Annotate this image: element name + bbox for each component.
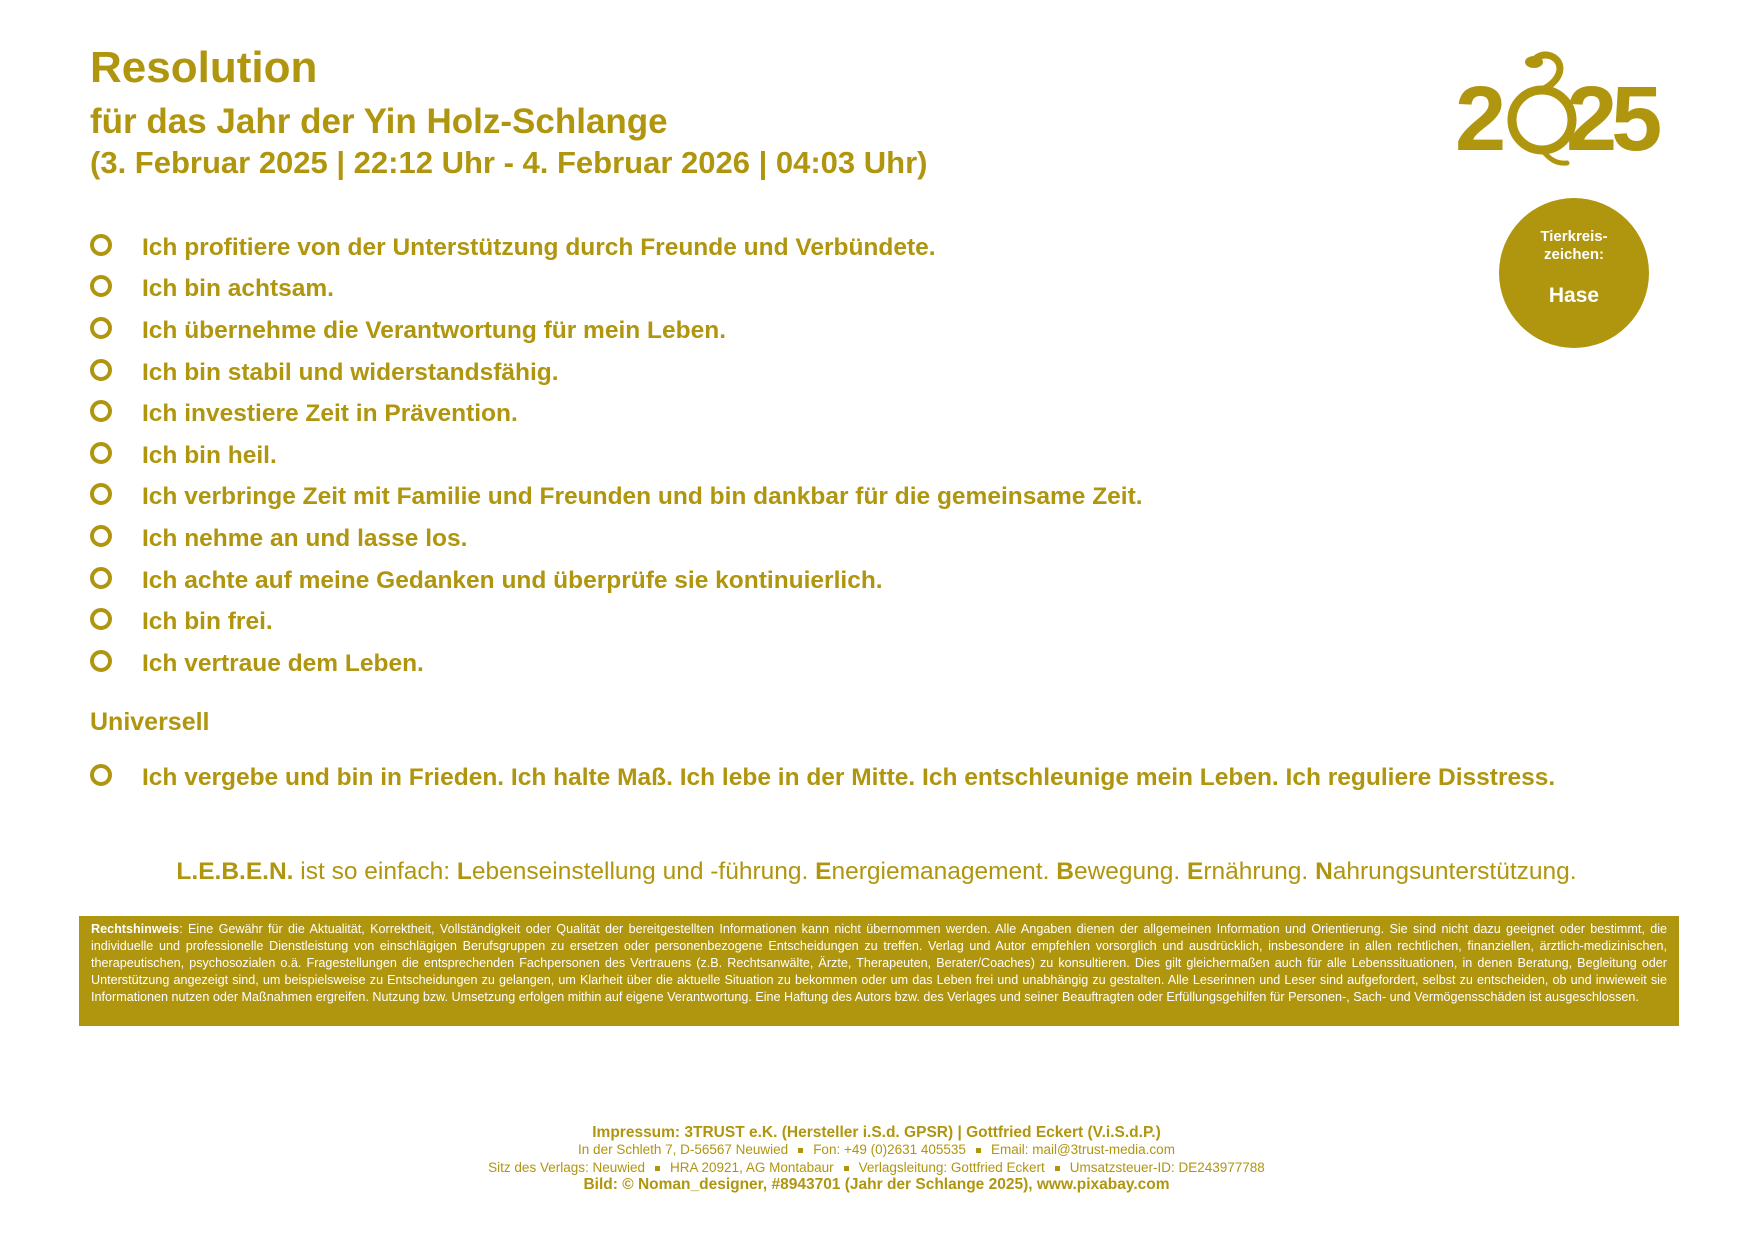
legal-notice [79, 916, 1679, 1026]
leben-initial: N [1315, 858, 1333, 885]
impressum-register: HRA 20921, AG Montabaur [670, 1159, 834, 1175]
separator-square-icon [844, 1166, 849, 1171]
impressum-seat: Sitz des Verlags: Neuwied [488, 1159, 646, 1175]
resolution-text: Ich bin heil. [142, 441, 277, 469]
image-credit: Bild: © Noman_designer, #8943701 (Jahr der Schlange 2025), www.pixabay.com [583, 1175, 1170, 1193]
resolution-text: Ich übernehme die Verantwortung für mein Leben. [142, 316, 727, 344]
leben-initial: L [456, 858, 472, 885]
bullet-circle-icon [90, 650, 112, 672]
impressum-line1: Impressum: 3TRUST e.K. (Hersteller i.S.d. GPSR) | Gottfried Eckert (V.i.S.d.P.) [592, 1124, 1161, 1141]
bullet-circle-icon [90, 608, 112, 630]
resolution-item [90, 435, 1143, 477]
page-title: Resolution [90, 43, 318, 92]
leben-rest: rnährung. [1203, 858, 1309, 885]
logo-digits-25: 25 [1566, 68, 1657, 170]
resolution-item [90, 227, 1143, 269]
bullet-circle-icon [90, 275, 112, 297]
legal-text: : Eine Gewähr für die Aktualität, Korrektheit, Vollständigkeit oder Qualität der bereitgestellten Informationen kann nicht übernommen werden. Alle Angaben dienen der allgemeinen Information und Orientierung. Sie sind nicht dazu geeignet oder bestimmt, die individuelle und professionelle Dienstleistung von einschlägigen Berufsgruppen zu ersetzen oder personenbezogene Entscheidungen zu treffen. Verlag und Autor empfehlen vorsorglich und ausdrücklich, insbesondere in allen rechtlichen, finanziellen, ärztlich-medizinischen, therapeutischen, psychosozialen o.ä. Fragestellungen die entsprechenden Fachpersonen des Vertrauens (z.B. Rechtsanwälte, Ärzte, Therapeuten, Berater/Coaches) zu konsultieren. Dies gilt gleichermaßen auch für alle Lebenssituationen, in denen Beratung, Begleitung oder Unterstützung angezeigt sind, um beispielsweise zu Entscheidungen zu gelangen, um Klarheit über die aktuelle Situation zu bekommen oder um das Leben frei und unabhängig zu gestalten. Alle Leserinnen und Leser sind aufgefordert, selbst zu entscheiden, ob und inwieweit sie Informationen nutzen oder Maßnahmen ergreifen. Nutzung bzw. Umsetzung erfolgen mithin auf eigene Verantwortung. Eine Haftung des Autors bzw. des Verlages und seiner Beauftragten oder Erfüllungsgehilfen für Personen-, Sach- und Vermögensschäden ist ausgeschlossen. [91, 922, 1667, 1004]
resolution-text: Ich achte auf meine Gedanken und überprüfe sie kontinuierlich. [142, 566, 883, 594]
impressum-email: Email: mail@3trust-media.com [990, 1142, 1175, 1158]
zodiac-value: Hase [1548, 284, 1600, 307]
logo-digit-2: 2 [1455, 68, 1503, 170]
resolution-text: Ich bin stabil und widerstandsfähig. [142, 358, 559, 386]
bullet-circle-icon [90, 483, 112, 505]
resolution-text: Ich nehme an und lasse los. [142, 524, 468, 552]
resolution-item [90, 393, 1143, 435]
impressum-line3 [0, 1159, 1753, 1176]
resolution-item [90, 310, 1143, 352]
leben-tagline [0, 858, 1753, 886]
universal-item [90, 764, 1555, 792]
bullet-circle-icon [90, 764, 112, 786]
resolution-list [90, 227, 1143, 685]
bullet-circle-icon [90, 567, 112, 589]
resolution-item [90, 518, 1143, 560]
bullet-circle-icon [90, 359, 112, 381]
universal-text: Ich vergebe und bin in Frieden. Ich halte Maß. Ich lebe in der Mitte. Ich entschleunige mein Leben. Ich reguliere Disstress. [142, 764, 1556, 791]
separator-square-icon [1055, 1166, 1060, 1171]
impressum-address: In der Schleth 7, D-56567 Neuwied [578, 1142, 789, 1158]
snake-icon [1512, 55, 1572, 163]
leben-rest: ewegung. [1073, 858, 1181, 885]
zodiac-label-line2: zeichen: [1543, 246, 1604, 263]
period: (3. Februar 2025 | 22:12 Uhr - 4. Februar 2026 | 04:03 Uhr) [90, 145, 928, 180]
leben-initial: E [815, 858, 832, 885]
resolution-text: Ich profitiere von der Unterstützung durch Freunde und Verbündete. [142, 233, 936, 261]
leben-rest: ebenseinstellung und -führung. [471, 858, 809, 885]
legal-label: Rechtshinweis [91, 922, 180, 936]
leben-initial: B [1056, 858, 1074, 885]
leben-rest: nergiemanagement. [831, 858, 1050, 885]
impressum-phone: Fon: +49 (0)2631 405535 [813, 1142, 966, 1158]
resolution-item [90, 560, 1143, 602]
bullet-circle-icon [90, 317, 112, 339]
leben-acronym: L.E.B.E.N. [176, 858, 294, 885]
bullet-circle-icon [90, 234, 112, 256]
bullet-circle-icon [90, 400, 112, 422]
resolution-item [90, 601, 1143, 643]
resolution-item [90, 269, 1143, 311]
impressum-management: Verlagsleitung: Gottfried Eckert [858, 1159, 1045, 1175]
leben-initial: E [1187, 858, 1204, 885]
leben-intro: ist so einfach: [293, 858, 457, 885]
zodiac-label-line1: Tierkreis- [1540, 228, 1608, 245]
bullet-circle-icon [90, 525, 112, 547]
resolution-item [90, 643, 1143, 685]
universal-heading: Universell [90, 708, 210, 736]
leben-rest: ahrungsunterstützung. [1332, 858, 1577, 885]
resolution-text: Ich vertraue dem Leben. [142, 649, 424, 677]
page-subtitle: für das Jahr der Yin Holz-Schlange [90, 102, 668, 141]
resolution-text: Ich bin achtsam. [142, 275, 334, 303]
impressum-vat: Umsatzsteuer-ID: DE243977788 [1069, 1159, 1265, 1175]
zodiac-badge [1499, 198, 1649, 348]
zodiac-label [1499, 228, 1649, 264]
resolution-text: Ich verbringe Zeit mit Familie und Freunden und bin dankbar für die gemeinsame Zeit. [142, 483, 1143, 511]
year-2025-logo [1455, 50, 1660, 172]
resolution-text: Ich investiere Zeit in Prävention. [142, 400, 518, 428]
separator-square-icon [655, 1166, 660, 1171]
bullet-circle-icon [90, 442, 112, 464]
resolution-item [90, 477, 1143, 519]
impressum [0, 1124, 1753, 1193]
resolution-item [90, 352, 1143, 394]
separator-square-icon [798, 1148, 803, 1153]
impressum-line2 [0, 1141, 1753, 1158]
separator-square-icon [976, 1148, 981, 1153]
resolution-text: Ich bin frei. [142, 608, 273, 636]
